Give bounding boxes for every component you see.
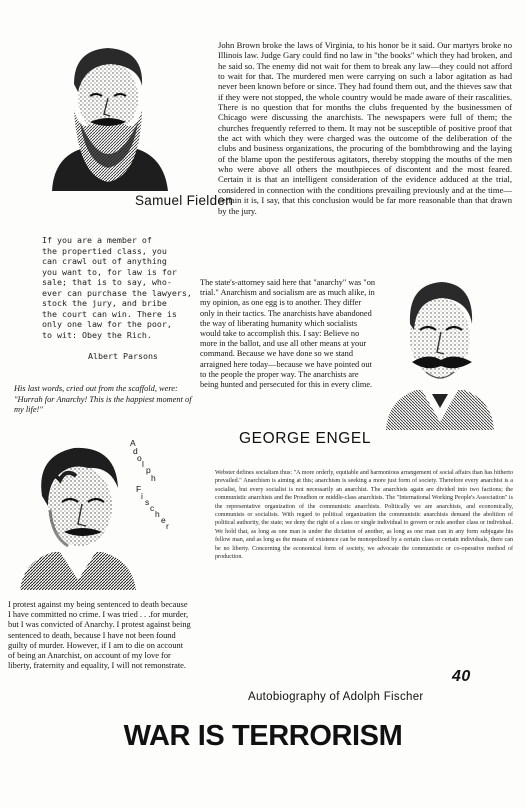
fischer-letter: d [133,446,138,456]
caption-samuel-fielden: Samuel Fielden [135,193,234,208]
text-webster-socialism: Webster defines socialism thus: "A more orderly, equitable and harmonious arrangement of social affairs than has hitherto prevailed." Anarchism is aiming at this; anarchism is seeking a more just form of society. Therefore every anarchist is a socialist, but every socialist is not necessarily an anarchist. The anarchists again are divided into two factions; the communistic anarchists and the Proudhon or middle-class anarchists. The "International Working People's Association" is the representative organization of the communistic anarchists. Politically we are anarchists, and economically, communists or socialists. With regard to political organization the communistic anarchists demand the abolition of political authority, the state; we deny the right of a class or single individual to govern or rule another class or individual. We hold that, as long as one man is under the dictation of another, as long as one man can in any form subjugate his fellow man, and as long as the means of existence can be monopolized by a certain class or certain individuals, there can be no liberty. Concerning the economical form of society, we advocate the communistic or co-operative method of production. [215,470,513,561]
quote-albert-parsons: If you are a member of the propertied class, you can crawl out of anything you want to, for law is for sale; that is to say, who- ever can purchase the lawyers, stock the jury, and bribe the court can win. There is only one law for the poor, to wit: Obey the Rich. [42,235,192,340]
fischer-letter: F [136,484,142,494]
vertical-name-adolph-fischer [130,438,190,531]
fischer-letter: l [142,459,144,469]
fischer-letter: c [150,503,155,513]
portrait-adolph-fischer [18,440,138,590]
fischer-letter: h [151,473,156,483]
fischer-letter: p [146,465,151,475]
portrait-samuel-fielden [44,36,174,191]
caption-george-engel: GEORGE ENGEL [239,430,372,447]
portrait-george-engel [382,272,498,430]
caption-autobiography-fischer: Autobiography of Adolph Fischer [248,691,424,703]
page-number: 40 [452,668,471,685]
text-john-brown: John Brown broke the laws of Virginia, to his honor be it said. Our martyrs broke no Illinois law. Judge Gary could find no law in "the books" which they had broken, and he said so. The enemy did not wait for them to break any law—they could not afford to wait for that. The murdered men were carrying on such a labor agitation as had never been known before or since. They had found them out, and the thieves saw that if they were not stopped, the whole country would be made aware of their rascalities. There is no question that for months the clubs frequented by the businessmen of Chicago were discussing the anarchists. The newspapers were full of them; the churches frequently referred to them. It may not be susceptible of positive proof that the act with which they were charged was the outcome of the deliberation of the clubs and business organizations, the procuring of the bombthrowing and the laying of the blame upon the pestiferous agitators, thereby stopping the mouths of the men who were above all others the mouthpieces of discontent and the most feared. Certain it is that an intelligent consideration of the evidence adduced at the trial, considered in connection with the conditions prevailing previously and at the time—certain it is, I say, that this conclusion would be far more reasonable than that drawn by the jury. [218,40,512,216]
fischer-letter: h [155,509,160,519]
fischer-letter: A [130,438,136,448]
fischer-letter: e [161,515,166,525]
fischer-letter: o [137,453,142,463]
fischer-letter: i [141,491,143,501]
fischer-letter: s [145,497,150,507]
headline: WAR IS TERRORISM [123,720,403,752]
fischer-letter: r [166,521,169,531]
signature-albert-parsons: Albert Parsons [88,351,158,361]
text-fischer-protest: I protest against my being sentenced to death because I have committed no crime. I was tried . . .for murder, but I was convicted of Anarchy. I protest against being sentenced to death, because I have not been found guilty of murder. However, if I am to die on account of being an Anarchist, on account of my love for liberty, fraternity and equality, I will not remonstrate. [8,600,191,671]
text-state-attorney: The state's-attorney said here that "anarchy" was "on trial." Anarchism and socialism are as much alike, in my opinion, as one egg is to another. They differ only in their tactics. The anarchists have abandoned the way of liberating humanity which socialists would take to accomplish this. I say: Believe no more in the ballot, and use all other means at your command. Because we have done so we stand arraigned here today—because we have pointed out to the people the proper way. The anarchists are being hunted and persecuted for this in every clime. [200,278,375,390]
text-last-words: His last words, cried out from the scaffold, were: "Hurrah for Anarchy! This is the happiest moment of my life!" [14,384,192,414]
